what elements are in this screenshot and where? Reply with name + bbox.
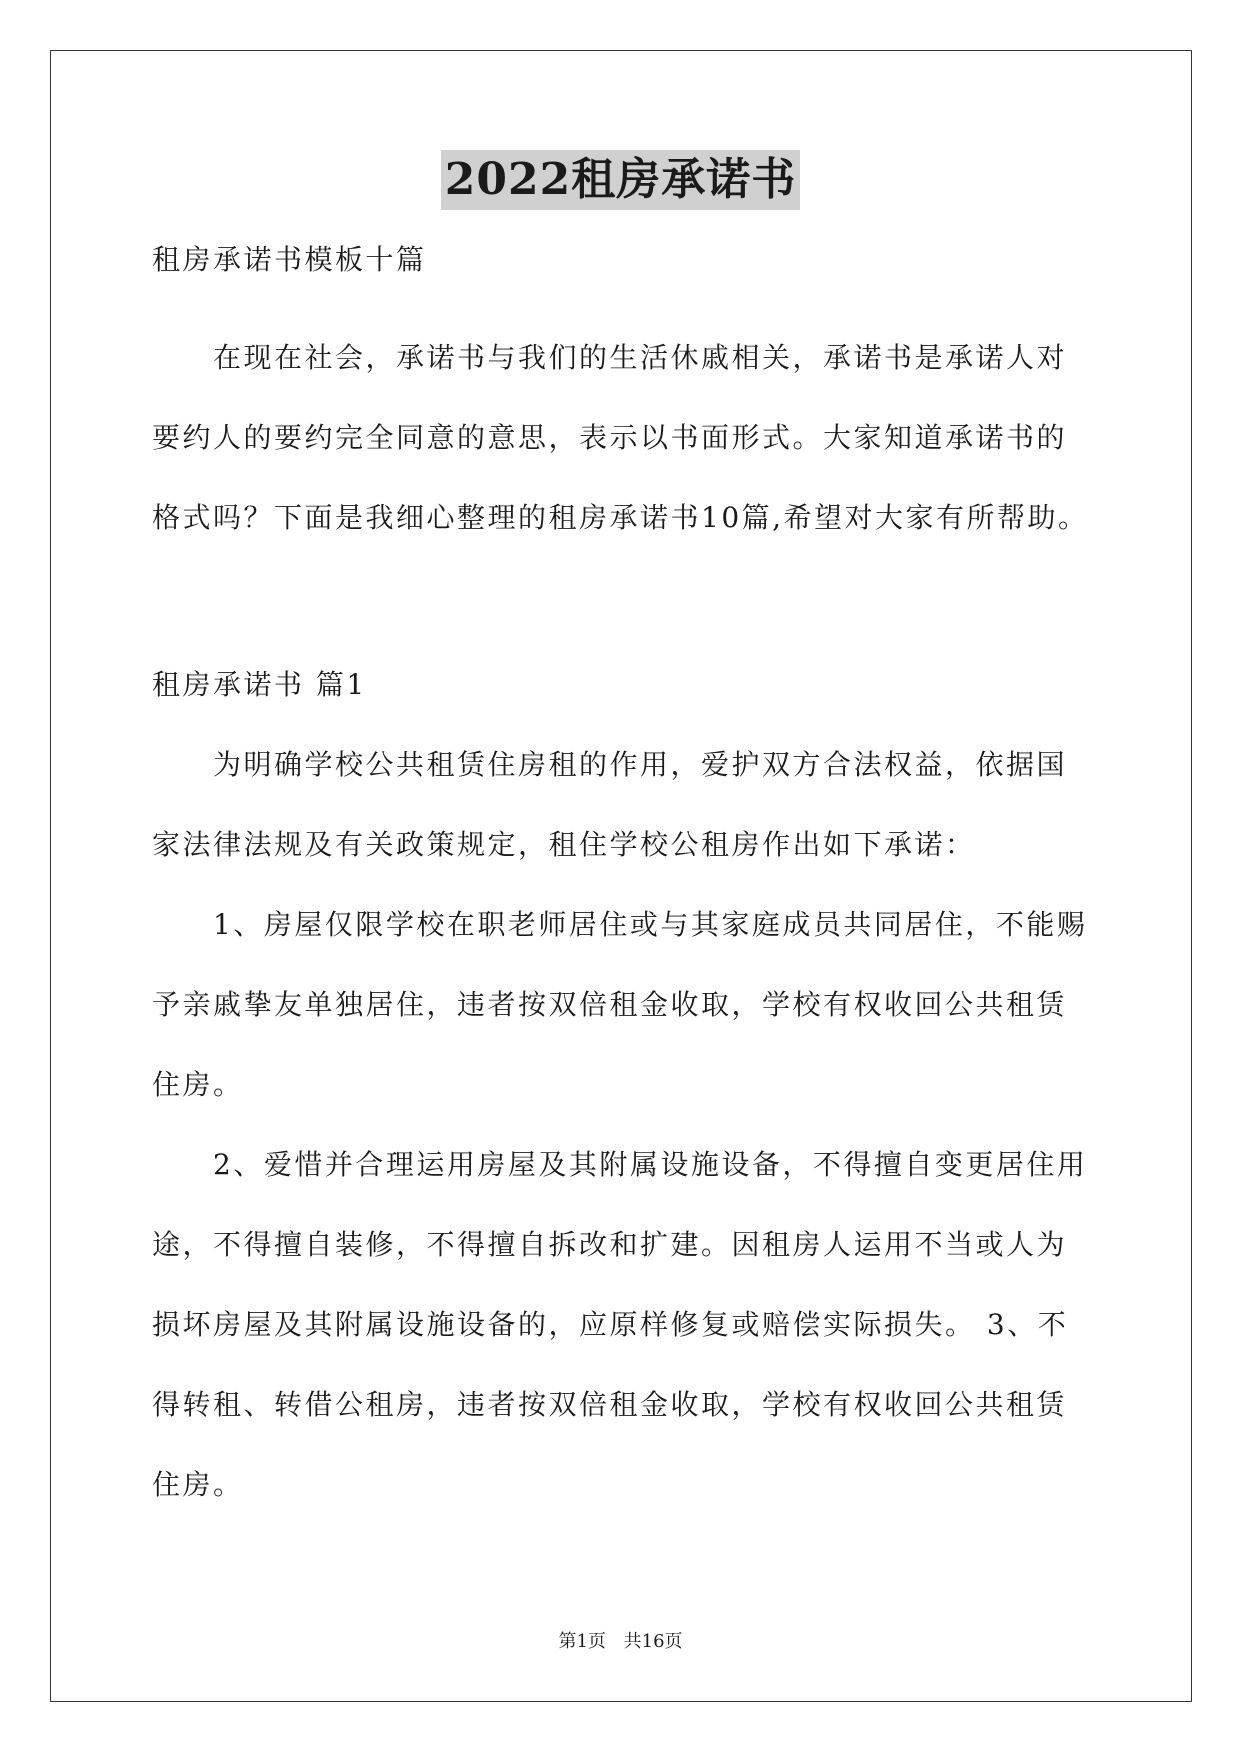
page-footer [0, 1630, 1241, 1654]
body-line: 2、爱惜并合理运用房屋及其附属设施设备，不得擅自变更居住用 [152, 1148, 1088, 1181]
body-line: 为明确学校公共租赁住房租的作用，爱护双方合法权益，依据国 [152, 748, 1068, 781]
body-line: 途，不得擅自装修，不得擅自拆改和扩建。因租房人运用不当或人为 [152, 1228, 1068, 1261]
body-line: 家法律法规及有关政策规定，租住学校公租房作出如下承诺： [152, 828, 976, 861]
title-container [0, 150, 1241, 210]
document-title: 2022租房承诺书 [441, 150, 800, 210]
body-line: 得转租、转借公租房，违者按双倍租金收取，学校有权收回公共租赁 [152, 1388, 1068, 1421]
body-line: 损坏房屋及其附属设施设备的，应原样修复或赔偿实际损失。 3、不 [152, 1308, 1069, 1341]
subtitle-line: 租房承诺书模板十篇 [152, 243, 427, 276]
page-border [50, 50, 1192, 1702]
body-line: 住房。 [152, 1468, 244, 1501]
page-number: 第1页 [558, 1631, 606, 1652]
body-line: 格式吗？下面是我细心整理的租房承诺书10篇,希望对大家有所帮助。 [152, 501, 1089, 534]
body-line: 住房。 [152, 1068, 244, 1101]
body-line: 1、房屋仅限学校在职老师居住或与其家庭成员共同居住，不能赐 [152, 908, 1088, 941]
body-line: 予亲戚挚友单独居住，违者按双倍租金收取，学校有权收回公共租赁 [152, 988, 1068, 1021]
body-line: 在现在社会，承诺书与我们的生活休戚相关，承诺书是承诺人对 [152, 341, 1068, 374]
page-total: 共16页 [623, 1631, 683, 1652]
section-heading: 租房承诺书 篇1 [152, 668, 367, 701]
body-line: 要约人的要约完全同意的意思，表示以书面形式。大家知道承诺书的 [152, 421, 1068, 454]
